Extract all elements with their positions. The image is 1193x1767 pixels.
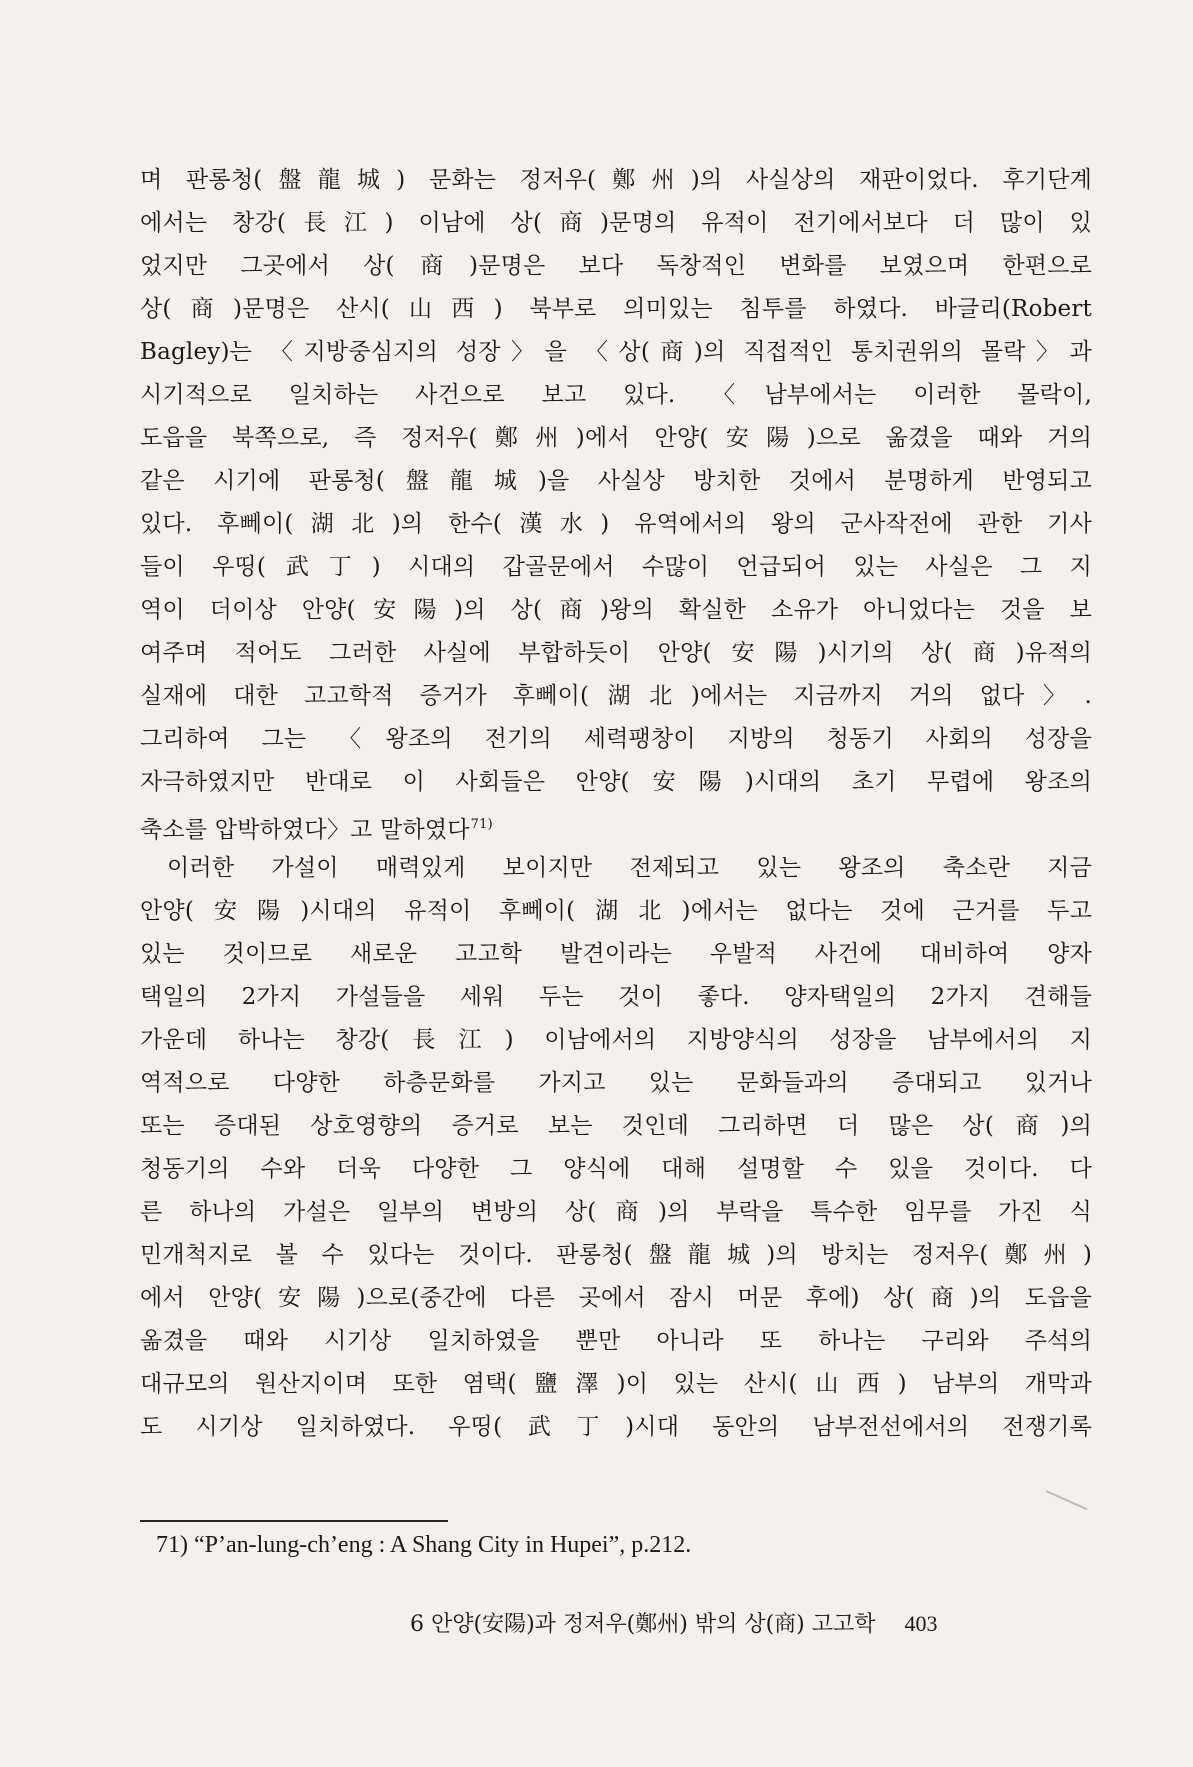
chapter-title: 6 안양(安陽)과 정저우(鄭州) 밖의 상(商) 고고학 xyxy=(410,1612,876,1637)
text-line: 안양(安陽)시대의 유적이 후뻬이(湖北)에서는 없다는 것에 근거를 두고 xyxy=(140,898,1092,924)
page-mark xyxy=(1046,1490,1088,1510)
text-line: 며 판롱청(盤龍城) 문화는 정저우(鄭州)의 사실상의 재판이었다. 후기단계 xyxy=(140,167,1092,193)
text-line: 대규모의 원산지이며 또한 염택(鹽澤)이 있는 산시(山西) 남부의 개막과 xyxy=(140,1371,1092,1397)
text-line: 도 시기상 일치하였다. 우띵(武丁)시대 동안의 남부전선에서의 전쟁기록 xyxy=(140,1414,1092,1440)
footnote-reference: 71) xyxy=(470,817,493,832)
text-line: Bagley)는 〈지방중심지의 성장〉을 〈상(商)의 직접적인 통치권위의 몰락〉과 xyxy=(140,339,1092,365)
text-line: 가운데 하나는 창강(長江) 이남에서의 지방양식의 성장을 남부에서의 지 xyxy=(140,1027,1092,1053)
text-line: 옮겼을 때와 시기상 일치하였을 뿐만 아니라 또 하나는 구리와 주석의 xyxy=(140,1328,1092,1354)
text-line: 민개척지로 볼 수 있다는 것이다. 판롱청(盤龍城)의 방치는 정저우(鄭州) xyxy=(140,1242,1092,1268)
text-line: 시기적으로 일치하는 사건으로 보고 있다. 〈남부에서는 이러한 몰락이, xyxy=(140,382,1092,408)
text-line: 있는 것이므로 새로운 고고학 발견이라는 우발적 사건에 대비하여 양자 xyxy=(140,941,1092,967)
text-line xyxy=(140,803,1092,847)
text-line: 자극하였지만 반대로 이 사회들은 안양(安陽)시대의 초기 무렵에 왕조의 xyxy=(140,769,1092,795)
text-line: 있다. 후뻬이(湖北)의 한수(漢水) 유역에서의 왕의 군사작전에 관한 기사 xyxy=(140,511,1092,537)
text-line: 실재에 대한 고고학적 증거가 후뻬이(湖北)에서는 지금까지 거의 없다〉. xyxy=(140,683,1092,709)
text-line: 청동기의 수와 더욱 다양한 그 양식에 대해 설명할 수 있을 것이다. 다 xyxy=(140,1156,1092,1182)
text-line: 역적으로 다양한 하층문화를 가지고 있는 문화들과의 증대되고 있거나 xyxy=(140,1070,1092,1096)
text-line: 여주며 적어도 그러한 사실에 부합하듯이 안양(安陽)시기의 상(商)유적의 xyxy=(140,640,1092,666)
text-line: 상(商)문명은 산시(山西) 북부로 의미있는 침투를 하였다. 바글리(Robert xyxy=(140,296,1092,322)
footnote-divider xyxy=(140,1520,448,1522)
text-line: 들이 우띵(武丁) 시대의 갑골문에서 수많이 언급되어 있는 사실은 그 지 xyxy=(140,554,1092,580)
text-line: 그리하여 그는 〈왕조의 전기의 세력팽창이 지방의 청동기 사회의 성장을 xyxy=(140,726,1092,752)
text-line: 택일의 2가지 가설들을 세워 두는 것이 좋다. 양자택일의 2가지 견해들 xyxy=(140,984,1092,1010)
page-number: 403 xyxy=(904,1611,938,1636)
text-line: 에서 안양(安陽)으로(중간에 다른 곳에서 잠시 머문 후에) 상(商)의 도읍을 xyxy=(140,1285,1092,1311)
text-line: 었지만 그곳에서 상(商)문명은 보다 독창적인 변화를 보였으며 한편으로 xyxy=(140,253,1092,279)
text-line: 같은 시기에 판롱청(盤龍城)을 사실상 방치한 것에서 분명하게 반영되고 xyxy=(140,468,1092,494)
footnote: 71) “P’an-lung-ch’eng : A Shang City in Hupei”, p.212. xyxy=(156,1532,692,1558)
text-line: 에서는 창강(長江) 이남에 상(商)문명의 유적이 전기에서보다 더 많이 있 xyxy=(140,210,1092,236)
text-line: 도읍을 북쪽으로, 즉 정저우(鄭州)에서 안양(安陽)으로 옮겼을 때와 거의 xyxy=(140,425,1092,451)
text-line: 이러한 가설이 매력있게 보이지만 전제되고 있는 왕조의 축소란 지금 xyxy=(167,855,1092,881)
text-line: 른 하나의 가설은 일부의 변방의 상(商)의 부락을 특수한 임무를 가진 식 xyxy=(140,1199,1092,1225)
text-line: 역이 더이상 안양(安陽)의 상(商)왕의 확실한 소유가 아니었다는 것을 보 xyxy=(140,597,1092,623)
text-line: 또는 증대된 상호영향의 증거로 보는 것인데 그리하면 더 많은 상(商)의 xyxy=(140,1113,1092,1139)
running-footer xyxy=(410,1606,1070,1643)
text-fragment: 축소를 압박하였다〉고 말하였다 xyxy=(140,817,470,843)
